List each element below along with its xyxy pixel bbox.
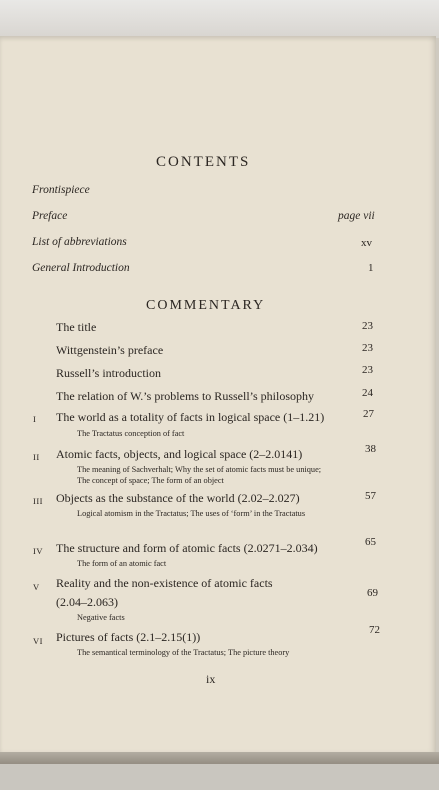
chapter-page: 65 bbox=[365, 536, 376, 548]
commentary-item-title-page: 23 bbox=[362, 320, 373, 332]
contents-heading: CONTENTS bbox=[156, 154, 251, 170]
commentary-item-relation: The relation of W.’s problems to Russell’s philosophy bbox=[56, 389, 314, 403]
chapter-numeral: V bbox=[33, 582, 40, 592]
front-item-frontispiece: Frontispiece bbox=[32, 184, 90, 196]
chapter-numeral: II bbox=[33, 452, 40, 462]
chapter-title: The structure and form of atomic facts (2.0271–2.034) bbox=[56, 541, 318, 555]
chapter-subtopics: Negative facts bbox=[77, 613, 125, 622]
chapter-subtopics: The semantical terminology of the Tractatus; The picture theory bbox=[77, 648, 290, 657]
front-item-preface-page: page vii bbox=[338, 210, 375, 222]
chapter-page: 57 bbox=[365, 490, 376, 502]
chapter-title: Objects as the substance of the world (2.02–2.027) bbox=[56, 491, 300, 505]
chapter-subtopics: The Tractatus conception of fact bbox=[77, 429, 185, 438]
chapter-numeral: VI bbox=[33, 636, 43, 646]
front-item-general-introduction: General Introduction bbox=[32, 262, 130, 274]
chapter-page: 27 bbox=[363, 408, 374, 420]
chapter-numeral: III bbox=[33, 496, 43, 506]
front-item-abbreviations: List of abbreviations bbox=[32, 236, 127, 248]
chapter-page: 72 bbox=[369, 624, 380, 636]
chapter-title: The world as a totality of facts in logical space (1–1.21) bbox=[56, 410, 325, 424]
chapter-title: Atomic facts, objects, and logical space (2–2.0141) bbox=[56, 447, 303, 461]
table-surface bbox=[0, 764, 439, 790]
background-wall bbox=[0, 0, 439, 38]
commentary-item-russell-introduction-page: 23 bbox=[362, 364, 373, 376]
chapter-numeral: I bbox=[33, 414, 37, 424]
chapter-subtopics: Logical atomism in the Tractatus; The uses of ‘form’ in the Tractatus bbox=[77, 509, 306, 518]
chapter-title-continued: (2.04–2.063) bbox=[56, 595, 118, 609]
chapter-subtopics: The form of an atomic fact bbox=[77, 559, 167, 568]
chapter-page: 69 bbox=[367, 587, 378, 599]
commentary-item-title: The title bbox=[56, 320, 97, 334]
front-item-general-introduction-page: 1 bbox=[368, 262, 374, 274]
commentary-item-relation-page: 24 bbox=[362, 387, 373, 399]
chapter-title: Reality and the non-existence of atomic facts bbox=[56, 576, 273, 590]
commentary-heading: COMMENTARY bbox=[146, 298, 266, 313]
commentary-item-wittgenstein-preface: Wittgenstein’s preface bbox=[56, 343, 164, 357]
chapter-title: Pictures of facts (2.1–2.15(1)) bbox=[56, 630, 201, 644]
chapter-numeral: IV bbox=[33, 546, 43, 556]
page-number: ix bbox=[206, 672, 216, 686]
commentary-item-wittgenstein-preface-page: 23 bbox=[362, 342, 373, 354]
commentary-item-russell-introduction: Russell’s introduction bbox=[56, 366, 161, 380]
chapter-subtopics: The meaning of Sachverhalt; Why the set of atomic facts must be unique; The concept of space; The form of an object bbox=[77, 465, 322, 485]
chapter-page: 38 bbox=[365, 443, 376, 455]
front-item-preface: Preface bbox=[32, 210, 68, 222]
front-item-abbreviations-page: xv bbox=[361, 237, 372, 249]
